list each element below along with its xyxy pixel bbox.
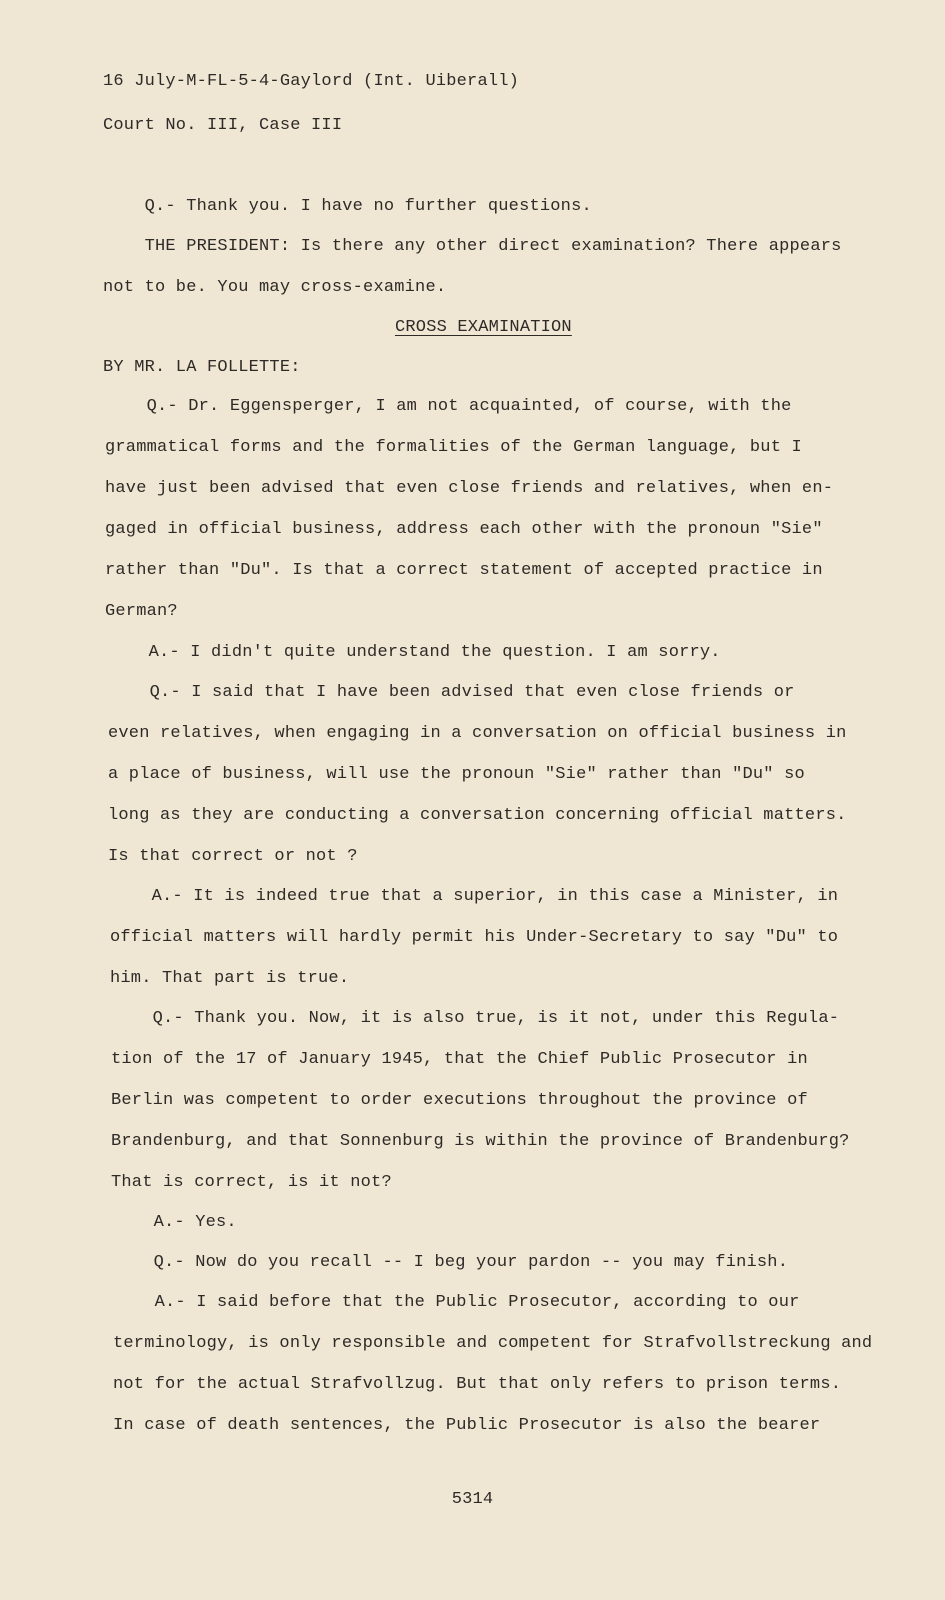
- text-line: A.- I didn't quite understand the question. I am sorry.: [107, 643, 721, 662]
- paragraph-q-grammar: [105, 386, 855, 632]
- text-line: Q.- I said that I have been advised that even close friends or: [108, 683, 795, 702]
- paragraph-q-advised: [108, 672, 858, 877]
- header-line-2: Court No. III, Case III: [103, 116, 343, 135]
- text-line: THE PRESIDENT: Is there any other direct examination? There appears: [103, 237, 842, 256]
- text-line: long as they are conducting a conversation concerning official matters.: [108, 806, 847, 825]
- text-line: A.- I said before that the Public Prosecutor, according to our: [113, 1293, 800, 1312]
- text-line: Q.- Dr. Eggensperger, I am not acquainted, of course, with the: [105, 397, 792, 416]
- text-line: In case of death sentences, the Public Prosecutor is also the bearer: [113, 1416, 821, 1435]
- text-line: not to be. You may cross-examine.: [103, 278, 447, 297]
- text-line: A.- It is indeed true that a superior, in this case a Minister, in: [110, 887, 839, 906]
- paragraph-a-not-understand: [107, 632, 857, 673]
- text-line: gaged in official business, address each other with the pronoun "Sie": [105, 520, 823, 539]
- text-line: a place of business, will use the pronoun "Sie" rather than "Du" so: [108, 765, 805, 784]
- text-line: even relatives, when engaging in a conversation on official business in: [108, 724, 847, 743]
- header-line-1: 16 July-M-FL-5-4-Gaylord (Int. Uiberall): [103, 72, 520, 91]
- text-line: rather than "Du". Is that a correct statement of accepted practice in: [105, 561, 823, 580]
- page-number: 5314: [451, 1490, 494, 1509]
- text-line: not for the actual Strafvollzug. But that only refers to prison terms.: [113, 1375, 842, 1394]
- text-line: Berlin was competent to order executions throughout the province of: [111, 1091, 808, 1110]
- paragraph-a-superior: [110, 876, 860, 999]
- text-line: Brandenburg, and that Sonnenburg is within the province of Brandenburg?: [111, 1132, 850, 1151]
- paragraph-q-thank-you: [103, 186, 853, 227]
- paragraph-q-regulation: [111, 998, 861, 1203]
- text-line: Q.- Now do you recall -- I beg your pardon -- you may finish.: [112, 1253, 789, 1272]
- text-line: tion of the 17 of January 1945, that the Chief Public Prosecutor in: [111, 1050, 808, 1069]
- text-line: grammatical forms and the formalities of the German language, but I: [105, 438, 802, 457]
- text-line: terminology, is only responsible and competent for Strafvollstreckung and: [113, 1334, 873, 1353]
- text-line: official matters will hardly permit his Under-Secretary to say "Du" to: [110, 928, 839, 947]
- paragraph-a-yes: [112, 1202, 862, 1243]
- text-line: A.- Yes.: [112, 1213, 237, 1232]
- text-line: Is that correct or not ?: [108, 847, 358, 866]
- text-line: German?: [105, 602, 178, 621]
- text-line: That is correct, is it not?: [111, 1173, 392, 1192]
- byline: BY MR. LA FOLLETTE:: [103, 358, 301, 377]
- text-line: Q.- Thank you. I have no further questions.: [103, 197, 592, 216]
- paragraph-q-recall: [112, 1242, 862, 1283]
- paragraph-president: [103, 226, 853, 308]
- text-line: him. That part is true.: [110, 969, 350, 988]
- text-line: Q.- Thank you. Now, it is also true, is it not, under this Regula-: [111, 1009, 840, 1028]
- text-line: have just been advised that even close friends and relatives, when en-: [105, 479, 834, 498]
- section-heading: CROSS EXAMINATION: [395, 318, 572, 337]
- paragraph-a-prosecutor: [113, 1282, 873, 1446]
